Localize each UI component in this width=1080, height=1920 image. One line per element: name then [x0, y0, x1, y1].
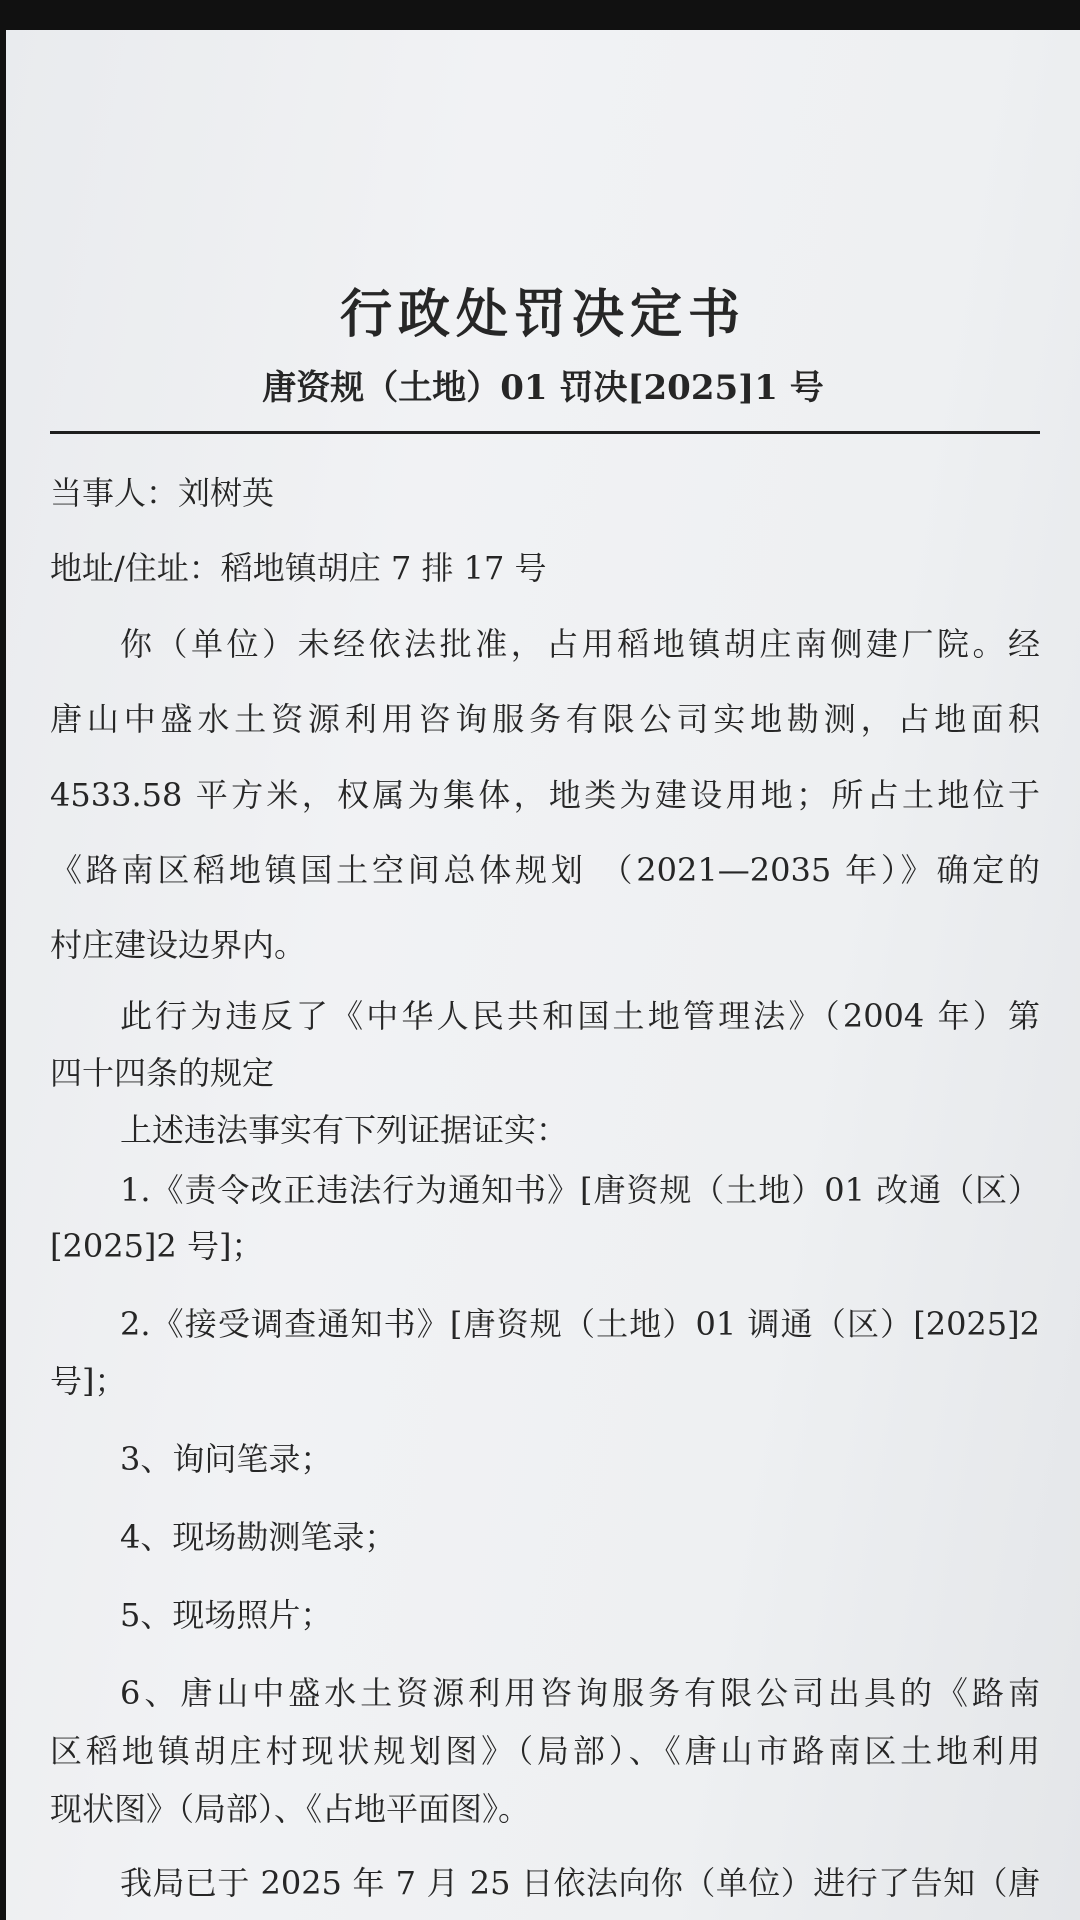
body-line-3: 4533.58 平方米，权属为集体，地类为建设用地；所占土地位于: [50, 776, 1040, 814]
body-line-7: 四十四条的规定: [50, 1054, 275, 1092]
body-line-6: 此行为违反了《中华人民共和国土地管理法》（2004 年）第: [120, 997, 1040, 1035]
evidence-item-3: 3、询问笔录；: [120, 1440, 333, 1478]
body-line-2: 唐山中盛水土资源利用咨询服务有限公司实地勘测，占地面积: [50, 700, 1040, 738]
evidence-heading: 上述违法事实有下列证据证实：: [120, 1111, 569, 1149]
party-line: 当事人：刘树英: [50, 474, 275, 512]
body-line-5: 村庄建设边界内。: [50, 926, 307, 964]
body-line-4: 《路南区稻地镇国土空间总体规划 （2021—2035 年）》确定的: [50, 851, 1040, 889]
body-line-1: 你（单位）未经依法批准，占用稻地镇胡庄南侧建厂院。经: [120, 625, 1040, 663]
evidence-item-1: 1.《责令改正违法行为通知书》[唐资规（土地）01 改通（区）: [120, 1171, 1040, 1209]
document-page: [6, 30, 1080, 1920]
evidence-item-2-cont: 号]；: [50, 1362, 127, 1400]
notice-line: 我局已于 2025 年 7 月 25 日依法向你（单位）进行了告知（唐: [120, 1864, 1040, 1902]
address-line: 地址/住址：稻地镇胡庄 7 排 17 号: [50, 549, 547, 587]
evidence-item-4: 4、现场勘测笔录；: [120, 1518, 397, 1556]
document-title: 行政处罚决定书: [339, 284, 746, 345]
evidence-item-1-cont: [2025]2 号]；: [50, 1227, 264, 1265]
evidence-item-6: 6、唐山中盛水土资源利用咨询服务有限公司出具的《路南: [120, 1674, 1040, 1712]
document-number: 唐资规（土地）01 罚决[2025]1 号: [262, 368, 824, 408]
evidence-item-2: 2.《接受调查通知书》[唐资规（土地）01 调通（区）[2025]2: [120, 1305, 1040, 1343]
header-divider: [50, 431, 1040, 434]
evidence-item-6-cont-1: 区稻地镇胡庄村现状规划图》（局部）、《唐山市路南区土地利用: [50, 1732, 1040, 1770]
evidence-item-5: 5、现场照片；: [120, 1596, 333, 1634]
evidence-item-6-cont-2: 现状图》（局部）、《占地平面图》。: [50, 1790, 531, 1828]
